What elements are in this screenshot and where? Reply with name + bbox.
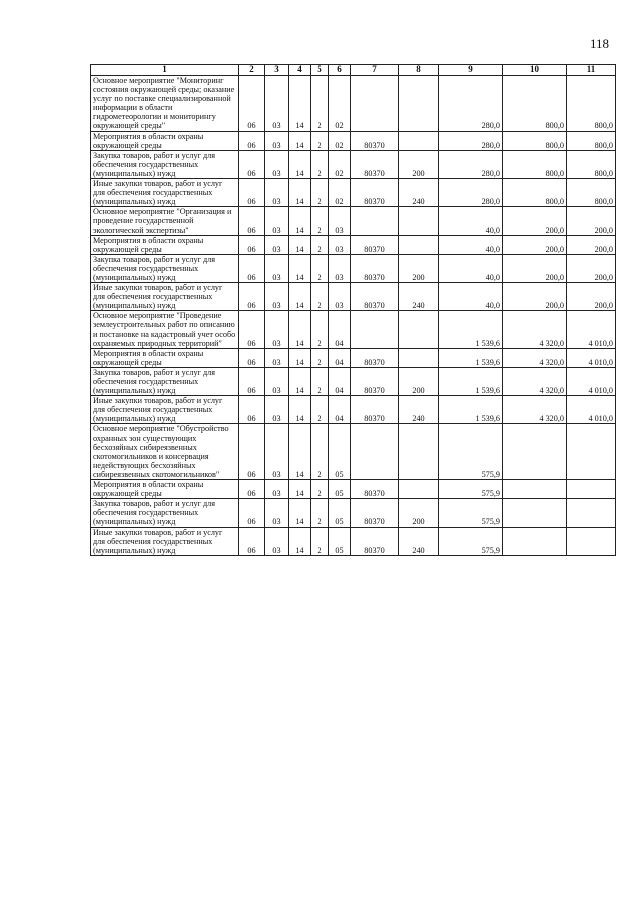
code-cell: 06: [239, 311, 265, 348]
table-row: [91, 367, 616, 395]
row-name-cell: Иные закупки товаров, работ и услуг для обеспечения государственных (муниципальных) нужд: [91, 527, 239, 555]
row-name-cell: Иные закупки товаров, работ и услуг для обеспечения государственных (муниципальных) нужд: [91, 396, 239, 424]
amount-cell: [567, 424, 616, 480]
table-row: [91, 311, 616, 348]
code-cell: 03: [265, 207, 289, 235]
code-cell: 03: [329, 207, 351, 235]
code-cell: 14: [289, 131, 311, 150]
amount-cell: 40,0: [439, 283, 503, 311]
code-cell: 240: [399, 179, 439, 207]
code-cell: 14: [289, 480, 311, 499]
amount-cell: 200,0: [503, 254, 567, 282]
amount-cell: 4 010,0: [567, 367, 616, 395]
amount-cell: 4 010,0: [567, 396, 616, 424]
code-cell: 04: [329, 311, 351, 348]
column-header: 11: [567, 65, 616, 76]
code-cell: 03: [329, 254, 351, 282]
amount-cell: 800,0: [503, 150, 567, 178]
code-cell: 03: [265, 179, 289, 207]
amount-cell: 40,0: [439, 254, 503, 282]
code-cell: 06: [239, 424, 265, 480]
code-cell: [351, 311, 399, 348]
column-header: 2: [239, 65, 265, 76]
column-header: 7: [351, 65, 399, 76]
amount-cell: 800,0: [567, 150, 616, 178]
code-cell: 80370: [351, 283, 399, 311]
code-cell: [351, 207, 399, 235]
code-cell: 06: [239, 131, 265, 150]
code-cell: 80370: [351, 235, 399, 254]
code-cell: 02: [329, 150, 351, 178]
amount-cell: 575,9: [439, 527, 503, 555]
code-cell: 80370: [351, 179, 399, 207]
code-cell: 06: [239, 76, 265, 132]
row-name-cell: Закупка товаров, работ и услуг для обеспечения государственных (муниципальных) нужд: [91, 150, 239, 178]
row-name-cell: Закупка товаров, работ и услуг для обеспечения государственных (муниципальных) нужд: [91, 499, 239, 527]
code-cell: 14: [289, 311, 311, 348]
code-cell: 06: [239, 179, 265, 207]
row-name-cell: Основное мероприятие "Мониторинг состояния окружающей среды; оказание услуг по поставке специализированной информации в области гидрометеорологии и мониторингу окружающей среды": [91, 76, 239, 132]
code-cell: 2: [311, 348, 329, 367]
column-header: 9: [439, 65, 503, 76]
table-row: [91, 283, 616, 311]
column-header: 6: [329, 65, 351, 76]
code-cell: [351, 76, 399, 132]
code-cell: [351, 424, 399, 480]
table-row: [91, 131, 616, 150]
code-cell: 05: [329, 424, 351, 480]
code-cell: 80370: [351, 396, 399, 424]
code-cell: [399, 131, 439, 150]
code-cell: 02: [329, 76, 351, 132]
amount-cell: 800,0: [503, 179, 567, 207]
code-cell: 06: [239, 283, 265, 311]
code-cell: 03: [265, 527, 289, 555]
table-row: [91, 254, 616, 282]
code-cell: [399, 348, 439, 367]
code-cell: 06: [239, 235, 265, 254]
amount-cell: 1 539,6: [439, 367, 503, 395]
table-row: [91, 396, 616, 424]
code-cell: 80370: [351, 131, 399, 150]
code-cell: 06: [239, 207, 265, 235]
code-cell: 03: [265, 396, 289, 424]
amount-cell: 4 320,0: [503, 396, 567, 424]
amount-cell: 1 539,6: [439, 348, 503, 367]
code-cell: 80370: [351, 348, 399, 367]
code-cell: 2: [311, 424, 329, 480]
row-name-cell: Мероприятия в области охраны окружающей среды: [91, 480, 239, 499]
row-name-cell: Основное мероприятие "Обустройство охранных зон существующих бесхозяйных сибиреязвенных скотомогильников и консервация недействующих бесхозяйных сибиреязвенных скотомогильников": [91, 424, 239, 480]
code-cell: 03: [265, 150, 289, 178]
code-cell: 06: [239, 348, 265, 367]
code-cell: 240: [399, 527, 439, 555]
code-cell: [399, 235, 439, 254]
code-cell: 200: [399, 367, 439, 395]
code-cell: 2: [311, 283, 329, 311]
code-cell: 14: [289, 283, 311, 311]
code-cell: 2: [311, 207, 329, 235]
code-cell: 03: [265, 235, 289, 254]
code-cell: 03: [265, 283, 289, 311]
code-cell: 200: [399, 254, 439, 282]
code-cell: 80370: [351, 527, 399, 555]
amount-cell: 40,0: [439, 207, 503, 235]
amount-cell: 4 010,0: [567, 348, 616, 367]
code-cell: 06: [239, 396, 265, 424]
row-name-cell: Мероприятия в области охраны окружающей среды: [91, 235, 239, 254]
code-cell: 2: [311, 311, 329, 348]
column-header: 8: [399, 65, 439, 76]
row-name-cell: Иные закупки товаров, работ и услуг для обеспечения государственных (муниципальных) нужд: [91, 283, 239, 311]
row-name-cell: Мероприятия в области охраны окружающей среды: [91, 348, 239, 367]
amount-cell: 200,0: [503, 207, 567, 235]
amount-cell: 280,0: [439, 131, 503, 150]
code-cell: 14: [289, 254, 311, 282]
amount-cell: 280,0: [439, 76, 503, 132]
table-row: [91, 499, 616, 527]
amount-cell: [567, 499, 616, 527]
header-row: [91, 65, 616, 76]
code-cell: 05: [329, 527, 351, 555]
code-cell: 04: [329, 348, 351, 367]
amount-cell: 4 320,0: [503, 348, 567, 367]
row-name-cell: Мероприятия в области охраны окружающей среды: [91, 131, 239, 150]
code-cell: 80370: [351, 150, 399, 178]
code-cell: 06: [239, 499, 265, 527]
code-cell: 2: [311, 150, 329, 178]
amount-cell: 575,9: [439, 499, 503, 527]
column-header: 5: [311, 65, 329, 76]
code-cell: 14: [289, 527, 311, 555]
code-cell: 03: [265, 348, 289, 367]
code-cell: 2: [311, 480, 329, 499]
code-cell: 06: [239, 480, 265, 499]
code-cell: 80370: [351, 499, 399, 527]
code-cell: 03: [265, 480, 289, 499]
code-cell: [399, 207, 439, 235]
code-cell: 03: [265, 499, 289, 527]
page-number: 118: [590, 36, 610, 51]
code-cell: 2: [311, 527, 329, 555]
code-cell: 02: [329, 131, 351, 150]
amount-cell: [503, 499, 567, 527]
amount-cell: [503, 527, 567, 555]
amount-cell: 800,0: [567, 179, 616, 207]
code-cell: 06: [239, 150, 265, 178]
amount-cell: 200,0: [503, 235, 567, 254]
code-cell: 03: [265, 311, 289, 348]
code-cell: 03: [265, 131, 289, 150]
code-cell: 06: [239, 367, 265, 395]
amount-cell: 800,0: [503, 131, 567, 150]
table-row: [91, 207, 616, 235]
amount-cell: 4 320,0: [503, 367, 567, 395]
column-header: 1: [91, 65, 239, 76]
code-cell: 03: [329, 235, 351, 254]
amount-cell: 4 010,0: [567, 311, 616, 348]
code-cell: 04: [329, 396, 351, 424]
code-cell: 14: [289, 424, 311, 480]
code-cell: [399, 424, 439, 480]
table-row: [91, 76, 616, 132]
code-cell: 14: [289, 348, 311, 367]
code-cell: 14: [289, 207, 311, 235]
column-header: 10: [503, 65, 567, 76]
amount-cell: 200,0: [567, 283, 616, 311]
code-cell: 80370: [351, 367, 399, 395]
code-cell: [399, 76, 439, 132]
amount-cell: [503, 424, 567, 480]
amount-cell: 575,9: [439, 424, 503, 480]
amount-cell: 800,0: [567, 131, 616, 150]
table-row: [91, 150, 616, 178]
code-cell: 14: [289, 235, 311, 254]
amount-cell: 200,0: [567, 207, 616, 235]
amount-cell: 575,9: [439, 480, 503, 499]
table-row: [91, 348, 616, 367]
code-cell: 240: [399, 396, 439, 424]
code-cell: 02: [329, 179, 351, 207]
code-cell: [399, 311, 439, 348]
amount-cell: 200,0: [567, 235, 616, 254]
code-cell: 14: [289, 150, 311, 178]
amount-cell: [567, 527, 616, 555]
table-row: [91, 480, 616, 499]
table-row: [91, 179, 616, 207]
code-cell: 05: [329, 480, 351, 499]
table-row: [91, 235, 616, 254]
code-cell: 03: [265, 367, 289, 395]
code-cell: 14: [289, 367, 311, 395]
code-cell: 200: [399, 150, 439, 178]
code-cell: 06: [239, 527, 265, 555]
code-cell: 14: [289, 499, 311, 527]
amount-cell: 1 539,6: [439, 396, 503, 424]
code-cell: 03: [265, 76, 289, 132]
budget-table: [90, 64, 616, 556]
column-header: 4: [289, 65, 311, 76]
amount-cell: 200,0: [567, 254, 616, 282]
code-cell: 2: [311, 254, 329, 282]
amount-cell: 280,0: [439, 179, 503, 207]
row-name-cell: Закупка товаров, работ и услуг для обеспечения государственных (муниципальных) нужд: [91, 254, 239, 282]
code-cell: 04: [329, 367, 351, 395]
amount-cell: 800,0: [503, 76, 567, 132]
code-cell: 03: [329, 283, 351, 311]
code-cell: 03: [265, 424, 289, 480]
table-row: [91, 424, 616, 480]
code-cell: [399, 480, 439, 499]
code-cell: 2: [311, 76, 329, 132]
amount-cell: [503, 480, 567, 499]
code-cell: 240: [399, 283, 439, 311]
amount-cell: 4 320,0: [503, 311, 567, 348]
code-cell: 14: [289, 396, 311, 424]
code-cell: 06: [239, 254, 265, 282]
amount-cell: 280,0: [439, 150, 503, 178]
amount-cell: 800,0: [567, 76, 616, 132]
table-row: [91, 527, 616, 555]
code-cell: 03: [265, 254, 289, 282]
code-cell: 2: [311, 131, 329, 150]
code-cell: 2: [311, 179, 329, 207]
row-name-cell: Основное мероприятие "Организация и проведение государственной экологической экспертизы": [91, 207, 239, 235]
amount-cell: [567, 480, 616, 499]
code-cell: 05: [329, 499, 351, 527]
amount-cell: 200,0: [503, 283, 567, 311]
code-cell: 2: [311, 367, 329, 395]
code-cell: 80370: [351, 480, 399, 499]
amount-cell: 1 539,6: [439, 311, 503, 348]
code-cell: 2: [311, 396, 329, 424]
row-name-cell: Закупка товаров, работ и услуг для обеспечения государственных (муниципальных) нужд: [91, 367, 239, 395]
column-header: 3: [265, 65, 289, 76]
code-cell: 14: [289, 179, 311, 207]
row-name-cell: Иные закупки товаров, работ и услуг для обеспечения государственных (муниципальных) нужд: [91, 179, 239, 207]
row-name-cell: Основное мероприятие "Проведение землеустроительных работ по описанию и постановке на кадастровый учет особо охраняемых природных территорий": [91, 311, 239, 348]
code-cell: 80370: [351, 254, 399, 282]
code-cell: 200: [399, 499, 439, 527]
code-cell: 2: [311, 499, 329, 527]
amount-cell: 40,0: [439, 235, 503, 254]
code-cell: 2: [311, 235, 329, 254]
code-cell: 14: [289, 76, 311, 132]
